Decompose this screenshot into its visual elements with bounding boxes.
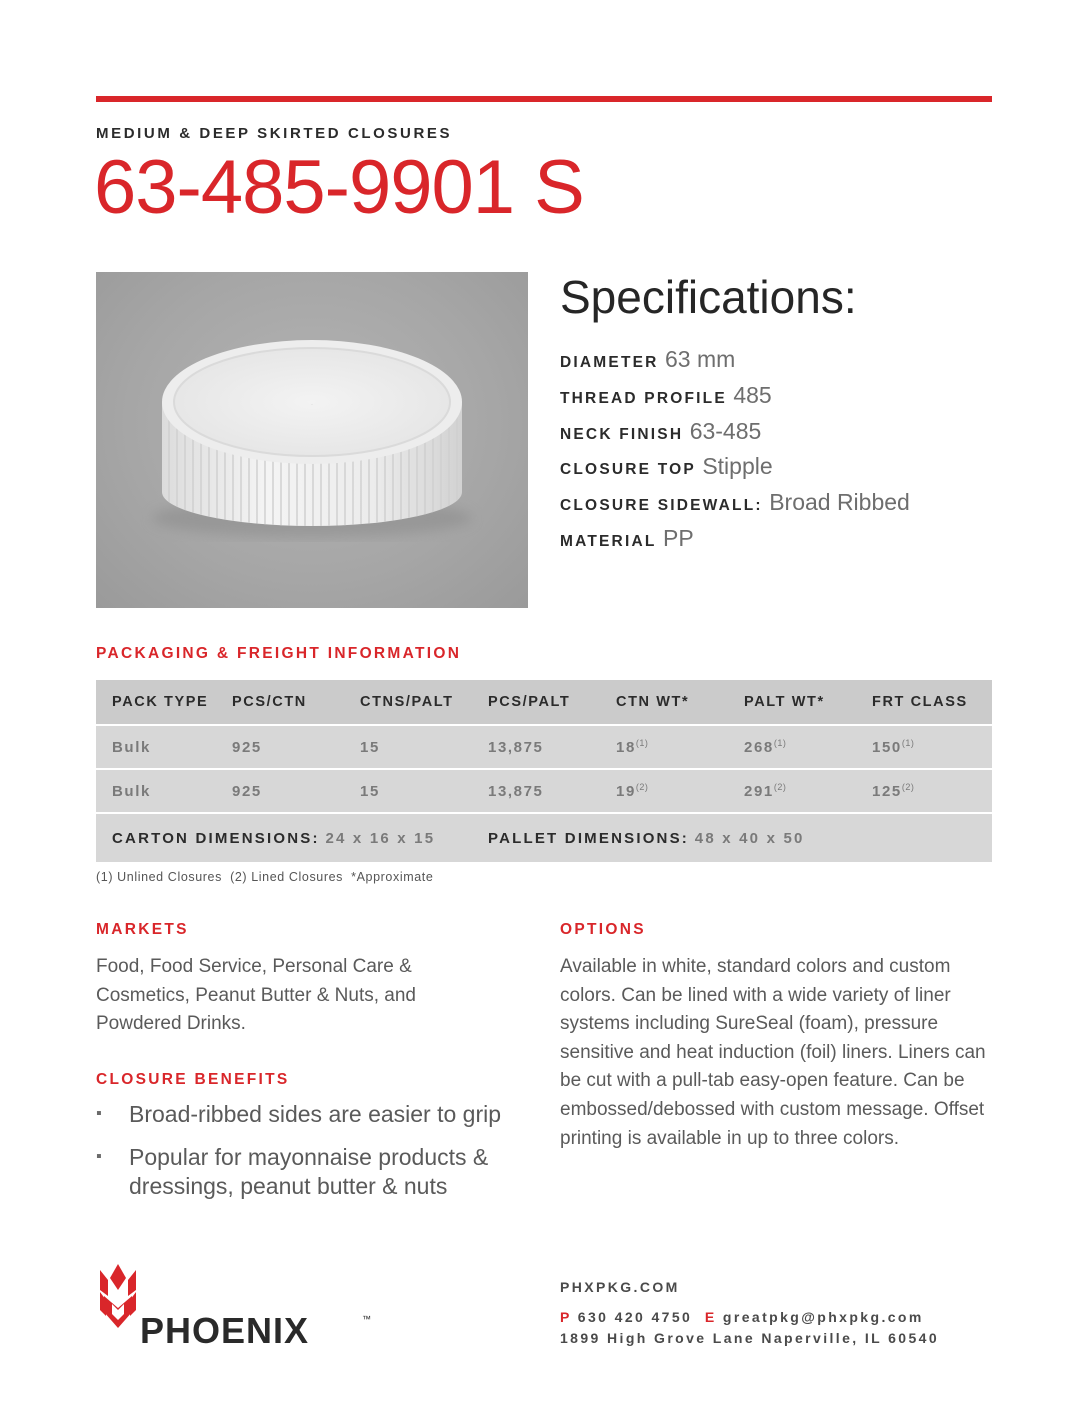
column-header: PACK TYPE xyxy=(112,694,209,710)
phone-number[interactable]: 630 420 4750 xyxy=(577,1309,693,1325)
svg-text:·: · xyxy=(311,402,313,408)
table-cell xyxy=(744,738,786,756)
product-category: MEDIUM & DEEP SKIRTED CLOSURES xyxy=(96,125,453,142)
markets-text: Food, Food Service, Personal Care & Cosmetics, Peanut Butter & Nuts, and Powdered Drinks. xyxy=(96,956,416,1035)
top-accent-bar xyxy=(96,96,992,102)
column-header: FRT CLASS xyxy=(872,694,968,710)
table-cell xyxy=(616,738,648,756)
footnote-marker: (2) xyxy=(773,782,787,792)
spec-item-thread-profile xyxy=(560,382,910,418)
benefits-list xyxy=(96,1100,536,1215)
product-photo xyxy=(96,272,528,608)
table-cell: 13,875 xyxy=(488,782,544,800)
spec-value: Stipple xyxy=(702,453,773,480)
specifications-list xyxy=(560,346,910,561)
table-row xyxy=(96,770,992,814)
carton-dimensions-label: CARTON DIMENSIONS: xyxy=(112,829,320,847)
cell-value: 125 xyxy=(872,783,902,800)
spec-label: NECK FINISH xyxy=(560,425,684,443)
spec-value: 63-485 xyxy=(689,417,762,444)
table-cell xyxy=(616,782,648,800)
column-header: CTN WT* xyxy=(616,694,690,710)
table-cell: 13,875 xyxy=(488,738,544,756)
spec-item-material xyxy=(560,525,910,561)
product-number-title: 63-485-9901 S xyxy=(94,145,584,230)
website-link[interactable]: PHXPKG.COM xyxy=(560,1279,680,1295)
table-footnote: (1) Unlined Closures (2) Lined Closures *Approximate xyxy=(96,870,434,884)
list-item xyxy=(96,1143,536,1201)
carton-dimensions xyxy=(112,830,435,847)
spec-item-closure-sidewall xyxy=(560,489,910,525)
spec-value: PP xyxy=(662,524,694,551)
column-header: PALT WT* xyxy=(744,694,825,710)
benefit-text: Broad-ribbed sides are easier to grip xyxy=(129,1101,502,1127)
cell-value: 19 xyxy=(616,783,636,800)
spec-item-diameter xyxy=(560,346,910,382)
bullet-icon: ▪ xyxy=(96,1105,102,1122)
spec-label: CLOSURE SIDEWALL: xyxy=(560,497,763,515)
table-cell: 925 xyxy=(232,782,262,800)
table-cell xyxy=(872,738,914,756)
footnote-marker: (2) xyxy=(901,782,915,792)
table-cell: 15 xyxy=(360,738,380,756)
address: 1899 High Grove Lane Naperville, IL 60540 xyxy=(560,1330,940,1346)
pallet-dimensions-value: 48 x 40 x 50 xyxy=(694,829,805,847)
column-header: PCS/CTN xyxy=(232,694,307,710)
footnote-marker: (1) xyxy=(901,738,915,748)
table-cell: 15 xyxy=(360,782,380,800)
email-key: E xyxy=(704,1309,717,1325)
table-header-row xyxy=(96,680,992,726)
pallet-dimensions-label: PALLET DIMENSIONS: xyxy=(488,829,689,847)
spec-value: 485 xyxy=(733,381,772,408)
options-heading: OPTIONS xyxy=(560,921,646,938)
table-cell: Bulk xyxy=(112,782,151,800)
table-cell: 925 xyxy=(232,738,262,756)
spec-item-neck-finish xyxy=(560,418,910,454)
benefit-text: Popular for mayonnaise products & dressings, peanut butter & nuts xyxy=(129,1144,489,1199)
freight-table xyxy=(96,680,992,862)
markets-heading: MARKETS xyxy=(96,921,189,938)
bullet-icon: ▪ xyxy=(96,1148,102,1165)
closure-cap-image xyxy=(96,272,528,608)
cell-value: 18 xyxy=(616,739,636,756)
logo-trademark: ™ xyxy=(362,1314,371,1324)
dimensions-row xyxy=(96,814,992,862)
options-text: Available in white, standard colors and custom colors. Can be lined with a wide variety of liner systems including SureSeal (foam), pressure sensitive and heat induction (foil) liners. Liners can be cut with a pull-tab easy-open feature. Can be embossed/debossed with custom message. Offset printing is available in up to three colors. xyxy=(560,956,986,1149)
benefits-heading: CLOSURE BENEFITS xyxy=(96,1071,290,1088)
column-header: PCS/PALT xyxy=(488,694,571,710)
carton-dimensions-value: 24 x 16 x 15 xyxy=(325,829,436,847)
spec-value: 63 mm xyxy=(665,346,736,372)
spec-label: DIAMETER xyxy=(560,354,659,371)
spec-label: CLOSURE TOP xyxy=(560,461,696,479)
spec-label: MATERIAL xyxy=(560,532,657,550)
specifications-title: Specifications: xyxy=(560,271,857,323)
packaging-heading: PACKAGING & FREIGHT INFORMATION xyxy=(96,645,462,662)
footnote-marker: (2) xyxy=(635,782,649,792)
cell-value: 268 xyxy=(744,739,774,756)
pallet-dimensions xyxy=(488,830,805,847)
spec-value: Broad Ribbed xyxy=(769,489,910,516)
table-row xyxy=(96,726,992,770)
spec-label: THREAD PROFILE xyxy=(560,389,727,407)
phone-key: P xyxy=(560,1309,572,1325)
table-cell: Bulk xyxy=(112,738,151,756)
logo-wordmark: PHOENIX xyxy=(140,1310,310,1351)
list-item xyxy=(96,1100,536,1129)
spec-item-closure-top xyxy=(560,453,910,489)
cell-value: 150 xyxy=(872,739,902,756)
contact-line xyxy=(560,1309,924,1325)
cell-value: 291 xyxy=(744,783,774,800)
email-link[interactable]: greatpkg@phxpkg.com xyxy=(722,1309,924,1325)
table-cell xyxy=(872,782,914,800)
table-cell xyxy=(744,782,786,800)
phoenix-bird-mark-icon xyxy=(96,1262,140,1340)
phoenix-logo xyxy=(96,1262,386,1352)
footnote-marker: (1) xyxy=(635,738,649,748)
column-header: CTNS/PALT xyxy=(360,694,454,710)
footnote-marker: (1) xyxy=(773,738,787,748)
